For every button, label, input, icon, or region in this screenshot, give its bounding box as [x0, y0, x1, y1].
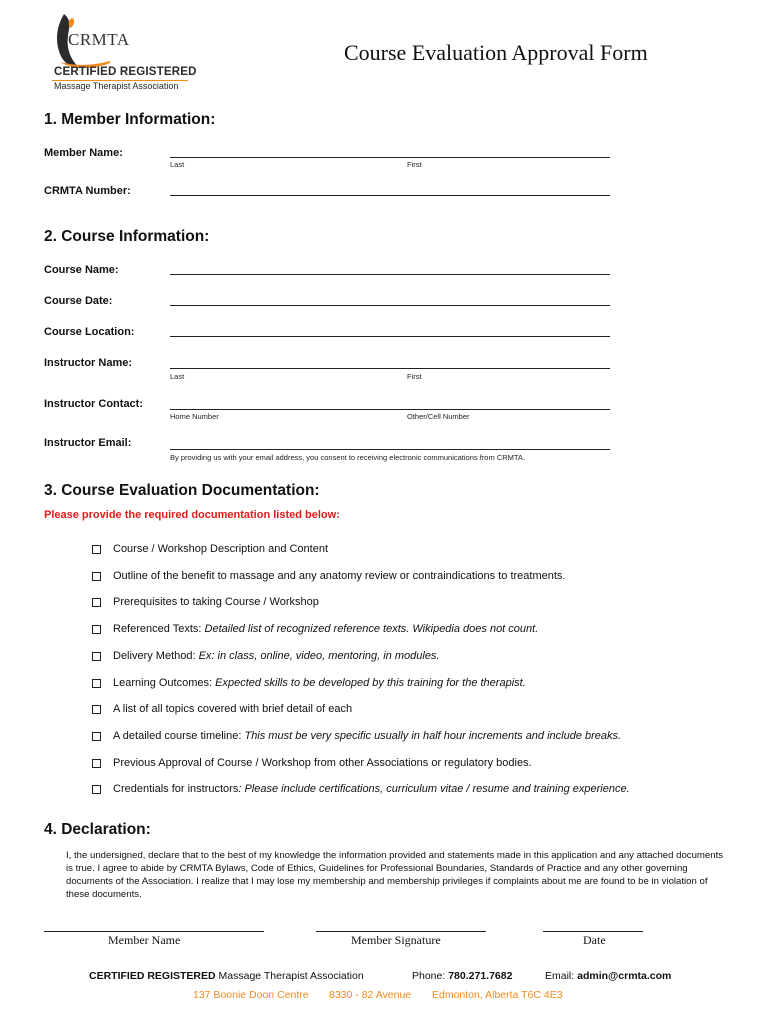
- instructor-first-caption: First: [407, 372, 422, 381]
- logo-text: CRMTA: [68, 30, 130, 49]
- instructor-name-label: Instructor Name:: [44, 357, 133, 369]
- date-field[interactable]: [543, 931, 643, 932]
- checklist-item-note: Detailed list of recognized reference texts. Wikipedia does not count.: [204, 623, 539, 635]
- footer-phone: [412, 970, 512, 982]
- date-caption: Date: [583, 933, 606, 947]
- course-date-field[interactable]: [170, 305, 610, 306]
- checklist-item-text: Credentials for instructors: [113, 783, 239, 795]
- member-name-label: Member Name:: [44, 147, 123, 159]
- footer-address-2: 8330 - 82 Avenue: [329, 989, 412, 1001]
- other-cell-caption: Other/Cell Number: [407, 412, 470, 421]
- instructor-email-label: Instructor Email:: [44, 437, 132, 449]
- instructor-contact-label: Instructor Contact:: [44, 398, 143, 410]
- member-name-field[interactable]: [170, 157, 610, 158]
- instructor-contact-field[interactable]: [170, 409, 610, 410]
- section-3-heading: 3. Course Evaluation Documentation:: [44, 482, 320, 499]
- footer-phone-label: Phone:: [412, 970, 446, 982]
- checklist-item: [113, 783, 630, 795]
- member-name-sign-field[interactable]: [44, 931, 264, 932]
- instructor-email-field[interactable]: [170, 449, 610, 450]
- checklist-item-text: Course / Workshop Description and Content: [113, 543, 329, 555]
- declaration-text: I, the undersigned, declare that to the best of my knowledge the information provided and statements made in this application and any attached documents is true. I agree to abide by CRMTA Bylaws, Code of Ethics, Guidelines for Professional Boundaries, Standards of Practice and any other governing documents of the Association. I realize that I may lose my membership and membership privileges if complaints about me are found to be in violation of these documents.: [66, 850, 724, 900]
- checkbox[interactable]: [92, 572, 101, 581]
- checklist-item-note: Ex: in class, online, video, mentoring, in modules.: [198, 650, 440, 662]
- section-1-heading: 1. Member Information:: [44, 111, 216, 128]
- form-title: Course Evaluation Approval Form: [344, 40, 648, 65]
- instructor-name-field[interactable]: [170, 368, 610, 369]
- checklist-item: [113, 703, 352, 715]
- member-name-caption: Member Name: [108, 933, 181, 947]
- course-date-label: Course Date:: [44, 295, 113, 307]
- checkbox[interactable]: [92, 705, 101, 714]
- checklist-item-text: Previous Approval of Course / Workshop from other Associations or regulatory bodies.: [113, 757, 532, 769]
- checklist-item-text: Referenced Texts:: [113, 623, 205, 635]
- footer-org: [89, 970, 364, 982]
- footer-org-rest: Massage Therapist Association: [218, 970, 364, 982]
- checkbox[interactable]: [92, 785, 101, 794]
- crmta-logo: [50, 10, 200, 100]
- checklist-item: [113, 570, 565, 582]
- checklist-item: [113, 623, 538, 635]
- section-4-heading: 4. Declaration:: [44, 821, 151, 838]
- checklist-item-note: Expected skills to be developed by this training for the therapist.: [215, 677, 526, 689]
- logo-line-2: Massage Therapist Association: [54, 81, 179, 91]
- member-signature-field[interactable]: [316, 931, 486, 932]
- checklist-item-text: Prerequisites to taking Course / Workshop: [113, 596, 319, 608]
- documentation-instruction: Please provide the required documentation listed below:: [44, 509, 340, 521]
- checkbox[interactable]: [92, 545, 101, 554]
- checkbox[interactable]: [92, 625, 101, 634]
- course-name-label: Course Name:: [44, 264, 119, 276]
- checklist-item: [113, 757, 532, 769]
- checklist-item: [113, 596, 319, 608]
- checkbox[interactable]: [92, 759, 101, 768]
- footer-email-address[interactable]: admin@crmta.com: [577, 970, 672, 982]
- member-first-caption: First: [407, 160, 422, 169]
- course-name-field[interactable]: [170, 274, 610, 275]
- member-signature-caption: Member Signature: [351, 933, 441, 947]
- footer-phone-number: 780.271.7682: [448, 970, 513, 982]
- footer-email: [545, 970, 671, 982]
- checklist-item: [113, 677, 526, 689]
- footer-address-1: 137 Boonie Doon Centre: [193, 989, 309, 1001]
- member-last-caption: Last: [170, 160, 185, 169]
- checklist-item-text: Delivery Method:: [113, 650, 199, 662]
- checklist-item-note: : Please include certifications, curriculum vitae / resume and training experience.: [238, 783, 630, 795]
- checkbox[interactable]: [92, 732, 101, 741]
- footer-email-label: Email:: [545, 970, 575, 982]
- crmta-number-field[interactable]: [170, 195, 610, 196]
- instructor-last-caption: Last: [170, 372, 185, 381]
- checkbox[interactable]: [92, 598, 101, 607]
- checklist-item: [113, 543, 328, 555]
- checklist-item: [113, 730, 621, 742]
- crmta-number-label: CRMTA Number:: [44, 185, 131, 197]
- checkbox[interactable]: [92, 652, 101, 661]
- course-location-field[interactable]: [170, 336, 610, 337]
- checklist-item: [113, 650, 440, 662]
- email-consent-note: By providing us with your email address, you consent to receiving electronic communications from CRMTA.: [170, 453, 526, 462]
- section-2-heading: 2. Course Information:: [44, 228, 210, 245]
- checklist-item-text: Outline of the benefit to massage and any anatomy review or contraindications to treatments.: [113, 570, 566, 582]
- course-location-label: Course Location:: [44, 326, 135, 338]
- footer-address-3: Edmonton, Alberta T6C 4E3: [432, 989, 563, 1001]
- checkbox[interactable]: [92, 679, 101, 688]
- checklist-item-text: A detailed course timeline:: [113, 730, 245, 742]
- home-number-caption: Home Number: [170, 412, 219, 421]
- checklist-item-text: Learning Outcomes:: [113, 677, 216, 689]
- checklist-item-text: A list of all topics covered with brief detail of each: [113, 703, 353, 715]
- logo-line-1: CERTIFIED REGISTERED: [54, 66, 197, 78]
- footer-org-bold: CERTIFIED REGISTERED: [89, 970, 216, 982]
- checklist-item-note: This must be very specific usually in half hour increments and include breaks.: [244, 730, 622, 742]
